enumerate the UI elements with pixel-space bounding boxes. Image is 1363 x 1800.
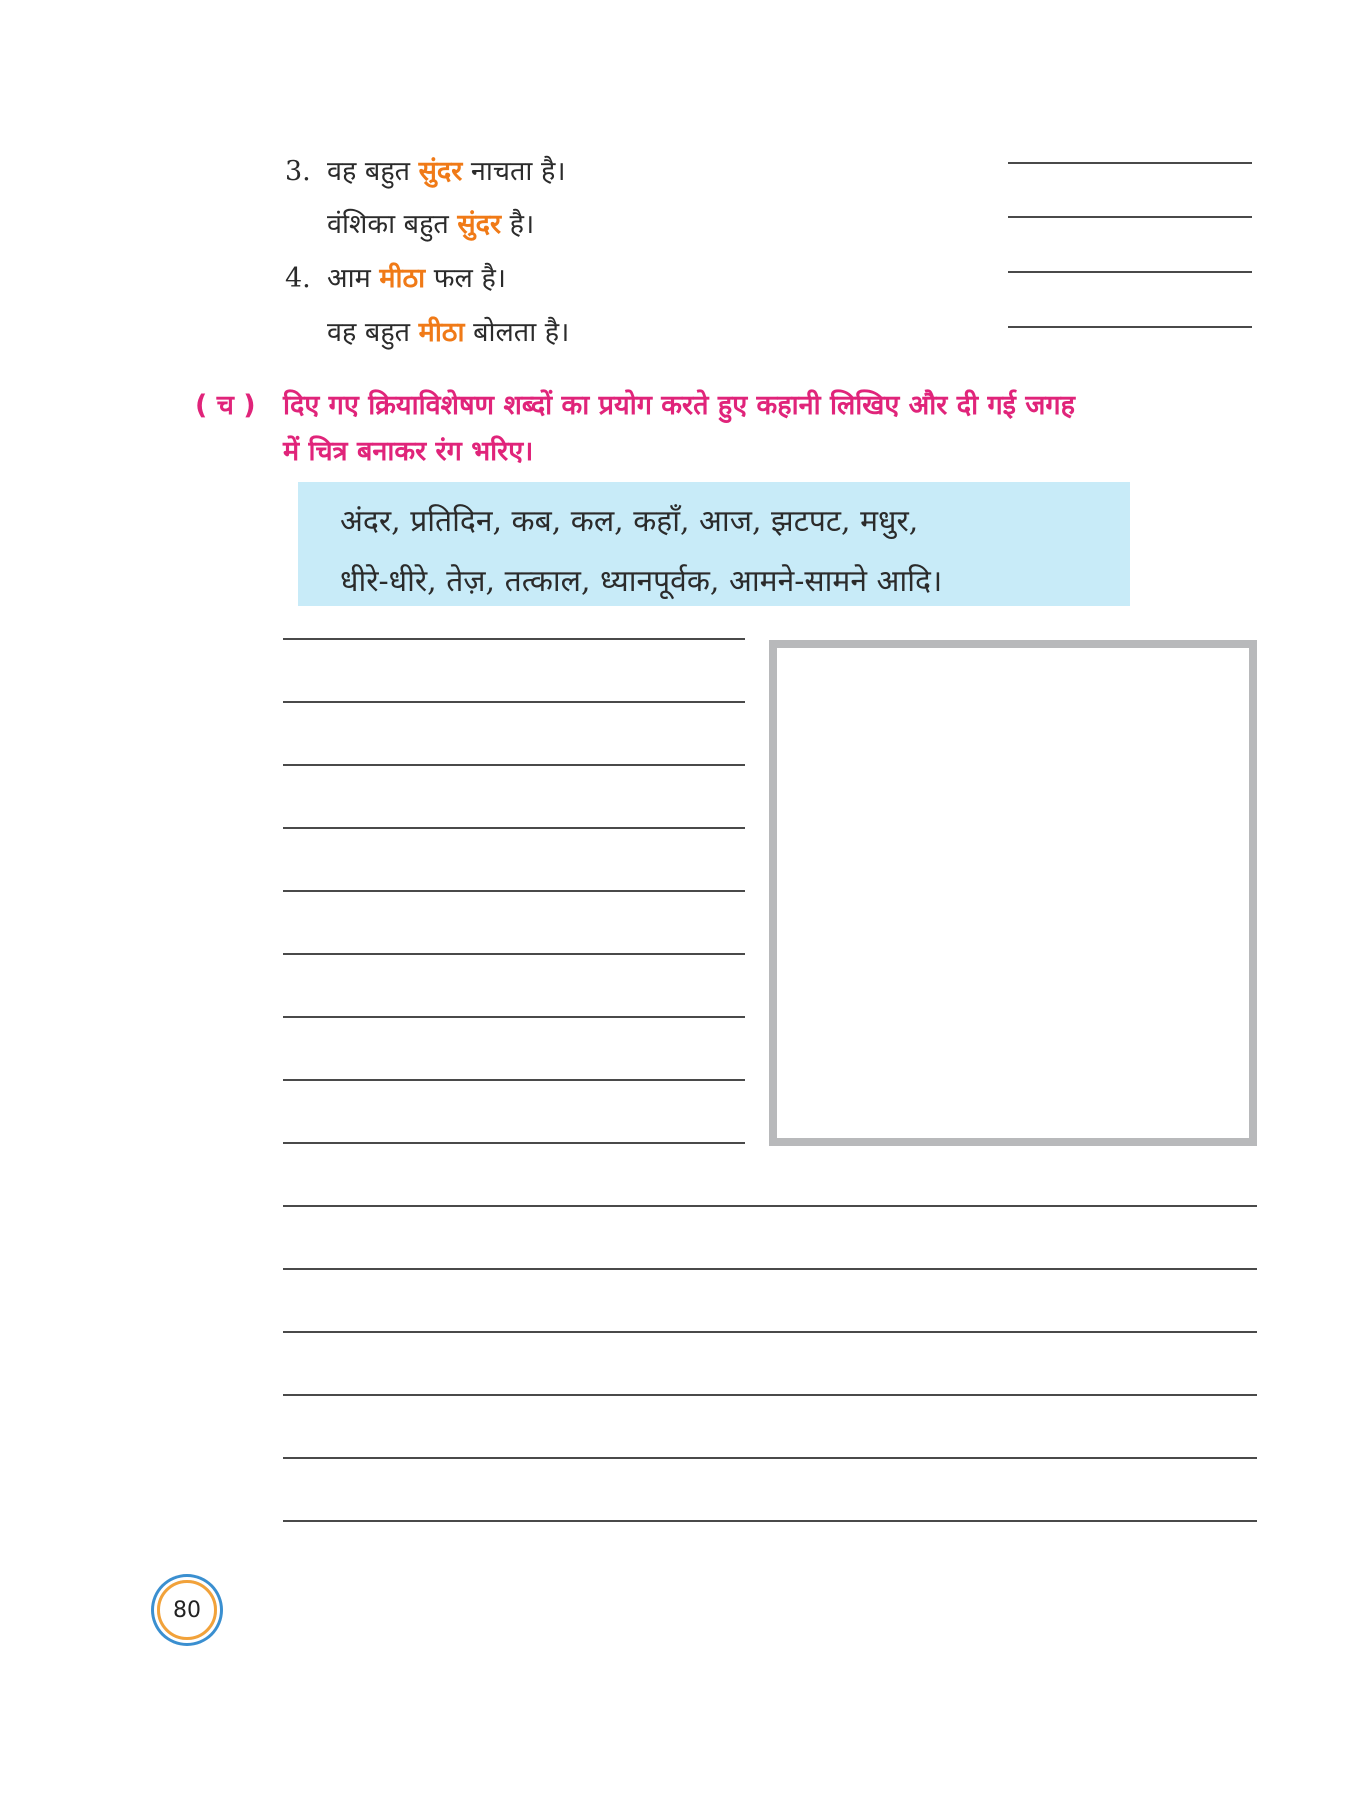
writing-line[interactable] (283, 1205, 1257, 1207)
answer-line[interactable] (1008, 271, 1252, 273)
highlight-word: सुंदर (457, 209, 502, 240)
writing-line[interactable] (283, 890, 745, 892)
sentence-text: बोलता है। (464, 317, 570, 348)
writing-line[interactable] (283, 701, 745, 703)
item-number: 3. (285, 156, 311, 187)
sentence-text: वह बहुत (327, 317, 419, 348)
sentence-3a (285, 155, 566, 189)
writing-line[interactable] (283, 953, 745, 955)
sentence-text: आम (327, 263, 380, 294)
writing-line[interactable] (283, 827, 745, 829)
writing-line[interactable] (283, 638, 745, 640)
writing-line[interactable] (283, 764, 745, 766)
sentence-text: नाचता है। (462, 156, 566, 187)
sentence-4a (285, 262, 506, 296)
highlight-word: मीठा (379, 263, 426, 294)
sentence-text: वंशिका बहुत (327, 209, 458, 240)
page-number: 80 (173, 1597, 201, 1623)
sentence-text: है। (501, 209, 535, 240)
answer-line[interactable] (1008, 326, 1252, 328)
writing-line[interactable] (283, 1520, 1257, 1522)
sentence-4b (285, 316, 569, 350)
writing-line[interactable] (283, 1394, 1257, 1396)
writing-line[interactable] (283, 1016, 745, 1018)
answer-line[interactable] (1008, 216, 1252, 218)
instruction-line-1: दिए गए क्रियाविशेषण शब्दों का प्रयोग करते हुए कहानी लिखिए और दी गई जगह (283, 390, 1075, 421)
highlight-word: मीठा (418, 317, 465, 348)
word-box (298, 482, 1130, 606)
writing-line[interactable] (283, 1142, 745, 1144)
sentence-text: वह बहुत (327, 156, 419, 187)
item-number: 4. (285, 263, 311, 294)
page-number-badge (157, 1580, 217, 1640)
instruction-line-2: में चित्र बनाकर रंग भरिए। (283, 436, 534, 467)
sentence-text: फल है। (425, 263, 507, 294)
writing-line[interactable] (283, 1457, 1257, 1459)
word-box-line-2: धीरे-धीरे, तेज़, तत्काल, ध्यानपूर्वक, आमने-सामने आदि। (340, 564, 943, 599)
answer-line[interactable] (1008, 162, 1252, 164)
writing-line[interactable] (283, 1268, 1257, 1270)
section-marker: ( च ) (195, 390, 256, 421)
highlight-word: सुंदर (418, 156, 463, 187)
sentence-3b (285, 208, 534, 242)
writing-line[interactable] (283, 1079, 745, 1081)
drawing-box[interactable] (769, 640, 1257, 1146)
writing-line[interactable] (283, 1331, 1257, 1333)
section-instruction (195, 383, 1270, 475)
word-box-line-1: अंदर, प्रतिदिन, कब, कल, कहाँ, आज, झटपट, मधुर, (340, 504, 919, 539)
